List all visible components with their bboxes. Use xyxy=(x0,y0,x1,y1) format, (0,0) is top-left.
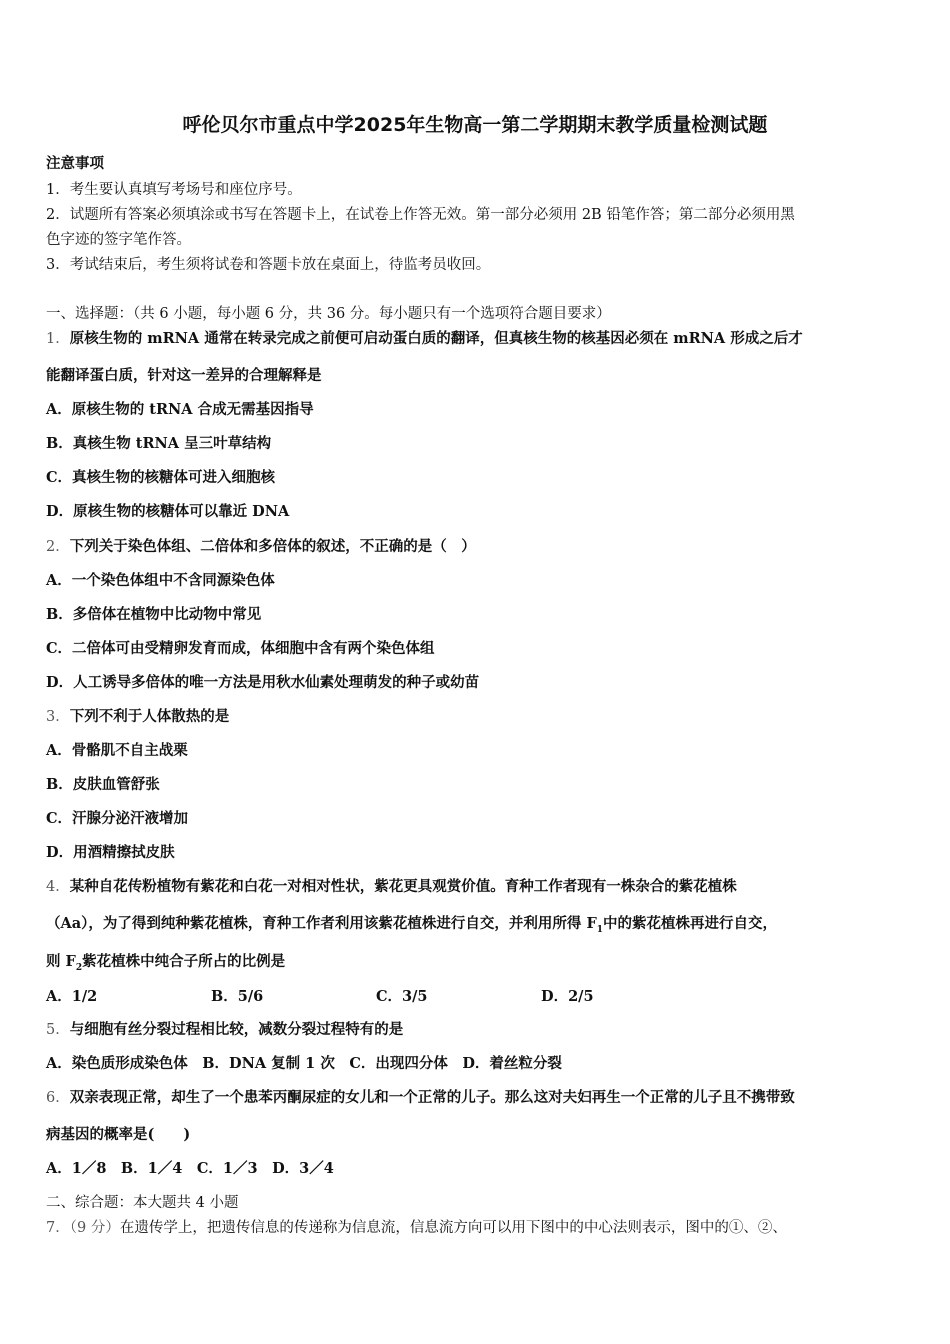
notice-item: 色字迹的签字笔作答。 xyxy=(46,232,191,248)
option-c: C．3/5 xyxy=(376,988,428,1005)
option-d: D．人工诱导多倍体的唯一方法是用秋水仙素处理萌发的种子或幼苗 xyxy=(46,674,480,691)
question-text: 某种自花传粉植物有紫花和白花一对相对性状，紫花更具观赏价值。育种工作者现有一株杂合的紫花植株 xyxy=(69,878,737,895)
question-text: 能翻译蛋白质，针对这一差异的合理解释是 xyxy=(46,367,322,384)
question-1 xyxy=(46,327,910,348)
question-7 xyxy=(46,1216,910,1237)
question-text: 与细胞有丝分裂过程相比较，减数分裂过程特有的是 xyxy=(69,1021,404,1038)
option-a: A．原核生物的 tRNA 合成无需基因指导 xyxy=(46,401,314,418)
question-2 xyxy=(46,535,910,556)
option-c: C．汗腺分泌汗液增加 xyxy=(46,810,189,827)
question-text: （Aa），为了得到纯种紫花植株，育种工作者利用该紫花植株进行自交，并利用所得 $F_1$中的紫花植株再进行自交， xyxy=(46,915,778,935)
question-number: 3． xyxy=(46,709,70,725)
section-heading: 一、选择题：（共 6 小题，每小题 6 分，共 36 分。每小题只有一个选项符合题目要求） xyxy=(46,306,611,322)
question-number: 1． xyxy=(46,331,70,347)
option-a: A．1/2 xyxy=(46,988,98,1005)
question-5 xyxy=(46,1018,910,1039)
options-row xyxy=(46,985,910,1006)
option-a: A．一个染色体组中不含同源染色体 xyxy=(46,572,275,589)
question-text: 双亲表现正常，却生了一个患苯丙酮尿症的女儿和一个正常的儿子。那么这对夫妇再生一个正常的儿子且不携带致 xyxy=(69,1089,795,1106)
notice-item: 2．试题所有答案必须填涂或书写在答题卡上，在试卷上作答无效。第一部分必须用 2B 铅笔作答；第二部分必须用黑 xyxy=(46,207,795,223)
option-d: D．2/5 xyxy=(541,988,594,1005)
option-c: C．真核生物的核糖体可进入细胞核 xyxy=(46,469,276,486)
option-b: B．真核生物 tRNA 呈三叶草结构 xyxy=(46,435,272,452)
page-title: 呼伦贝尔市重点中学2025年生物高一第二学期期末教学质量检测试题 xyxy=(182,114,768,136)
question-4 xyxy=(46,875,910,896)
question-6 xyxy=(46,1086,910,1107)
question-3 xyxy=(46,705,910,726)
section-heading: 二、综合题：本大题共 4 小题 xyxy=(46,1195,239,1211)
option-d: D．原核生物的核糖体可以靠近 DNA xyxy=(46,503,290,520)
question-number: 7． xyxy=(46,1220,70,1236)
option-b: B．皮肤血管舒张 xyxy=(46,776,160,793)
question-number: 4． xyxy=(46,879,70,895)
option-d: D．用酒精擦拭皮肤 xyxy=(46,844,175,861)
question-text: 在遗传学上，把遗传信息的传递称为信息流，信息流方向可以用下图中的中心法则表示，图中的①、②、 xyxy=(119,1220,787,1236)
option-b: B．5/6 xyxy=(211,988,264,1005)
option-b: B．多倍体在植物中比动物中常见 xyxy=(46,606,262,623)
question-score: （9 分） xyxy=(69,1220,120,1236)
question-text: 下列不利于人体散热的是 xyxy=(69,708,230,725)
question-text: 原核生物的 mRNA 通常在转录完成之前便可启动蛋白质的翻译，但真核生物的核基因必须在 mRNA 形成之后才 xyxy=(69,330,803,347)
options-row: A．1／8 B．1／4 C．1／3 D．3／4 xyxy=(46,1160,334,1177)
question-text: 病基因的概率是( ) xyxy=(46,1126,191,1143)
question-number: 2． xyxy=(46,539,70,555)
options-row: A．染色质形成染色体 B．DNA 复制 1 次 C．出现四分体 D．着丝粒分裂 xyxy=(46,1055,562,1072)
question-text: 则 $F_2$紫花植株中纯合子所占的比例是 xyxy=(46,953,286,973)
notice-item: 3．考试结束后，考生须将试卷和答题卡放在桌面上，待监考员收回。 xyxy=(46,257,491,273)
question-text: 下列关于染色体组、二倍体和多倍体的叙述，不正确的是（ ） xyxy=(69,538,476,555)
option-c: C．二倍体可由受精卵发育而成，体细胞中含有两个染色体组 xyxy=(46,640,435,657)
question-number: 6． xyxy=(46,1090,70,1106)
question-number: 5． xyxy=(46,1022,70,1038)
notice-item: 1．考生要认真填写考场号和座位序号。 xyxy=(46,182,302,198)
notice-heading: 注意事项 xyxy=(46,155,104,172)
option-a: A．骨骼肌不自主战栗 xyxy=(46,742,188,759)
